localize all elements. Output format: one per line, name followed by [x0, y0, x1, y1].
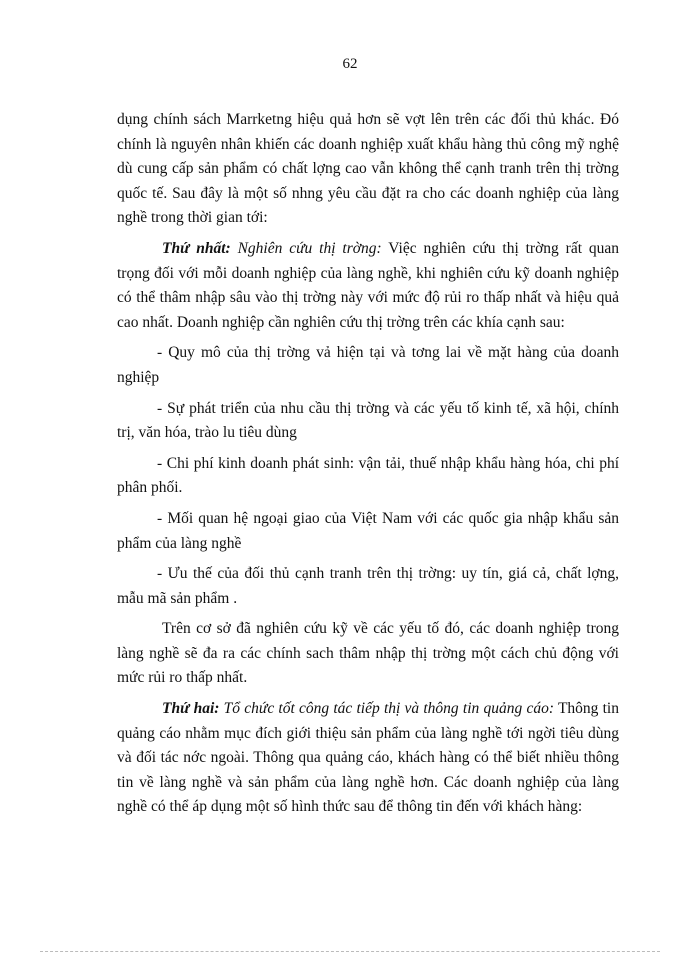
section-1-text: Việc nghiên cứu thị trờng rất quan trọng đối với mỗi doanh nghiệp của làng nghề, khi nghiên cứu kỹ doanh nghiệp có thể thâm nhập sâu vào thị trờng này với mức độ rủi ro thấp nhất và hiệu quả cao nhất. Doanh nghiệp cần nghiên cứu thị trờng trên các khía cạnh sau: — [117, 239, 619, 331]
section-2-paragraph — [117, 697, 619, 820]
bullet-text: Chi phí kinh doanh phát sinh: vận tải, thuế nhập khẩu hàng hóa, chi phí phân phối. — [117, 454, 619, 497]
bullet-text: Quy mô của thị trờng vả hiện tại và tơng lai về mặt hàng của doanh nghiệp — [117, 344, 619, 386]
section-2-lead: Thứ hai: — [162, 700, 220, 718]
section-2-text: Thông tin quảng cáo nhằm mục đích giới thiệu sản phẩm của làng nghề tới ngời tiêu dùng và đối tác nớc ngoài. Thông qua quảng cáo, khách hàng có thể biết nhiều thông tin về làng nghề và sản phẩm của làng nghề hơn. Các doanh nghiệp của làng nghề có thể áp dụng một số hình thức sau để thông tin đến với khách hàng: — [117, 700, 619, 816]
bullet-text: Ưu thế của đối thủ cạnh tranh trên thị trờng: uy tín, giá cả, chất lợng, mẫu mã sản phẩm . — [117, 565, 620, 607]
section-1-heading: Nghiên cứu thị trờng: — [237, 239, 382, 257]
bullet-item — [117, 562, 619, 611]
section-1-paragraph — [117, 237, 619, 335]
bullet-marker: - — [157, 399, 163, 417]
bullet-item — [117, 397, 619, 446]
bullet-marker: - — [157, 454, 163, 472]
bullet-item — [117, 452, 619, 501]
page-bottom-divider — [40, 951, 660, 952]
bullet-item — [117, 341, 619, 390]
bullet-marker: - — [157, 565, 163, 583]
bullet-item — [117, 507, 619, 556]
page-body — [117, 108, 619, 826]
conclusion-paragraph: Trên cơ sở đã nghiên cứu kỹ về các yếu tố đó, các doanh nghiệp trong làng nghề sẽ đa ra các chính sach thâm nhập thị trờng một cách chủ động với mức rủi ro thấp nhất. — [117, 620, 619, 687]
bullet-text: Mối quan hệ ngoại giao của Việt Nam với các quốc gia nhập khẩu sản phẩm của làng nghề — [117, 509, 619, 552]
intro-paragraph: dụng chính sách Marrketng hiệu quả hơn sẽ vợt lên trên các đối thủ khác. Đó chính là nguyên nhân khiến các doanh nghiệp xuất khẩu hàng thủ công mỹ nghệ dù cung cấp sản phẩm có chất lợng cao vẫn không thể cạnh tranh trên thị trờng quốc tế. Sau đây là một số nhng yêu cầu đặt ra cho các doanh nghiệp của làng nghề trong thời gian tới: — [117, 111, 619, 227]
bullet-marker: - — [157, 509, 163, 527]
bullet-marker: - — [157, 344, 163, 362]
section-1-lead: Thứ nhất: — [162, 239, 231, 257]
section-2-heading: Tổ chức tốt công tác tiếp thị và thông tin quảng cáo: — [223, 700, 554, 718]
page-number: 62 — [342, 56, 358, 72]
bullet-text: Sự phát triển của nhu cầu thị trờng và các yếu tố kinh tế, xã hội, chính trị, văn hóa, trào lu tiêu dùng — [117, 399, 619, 442]
